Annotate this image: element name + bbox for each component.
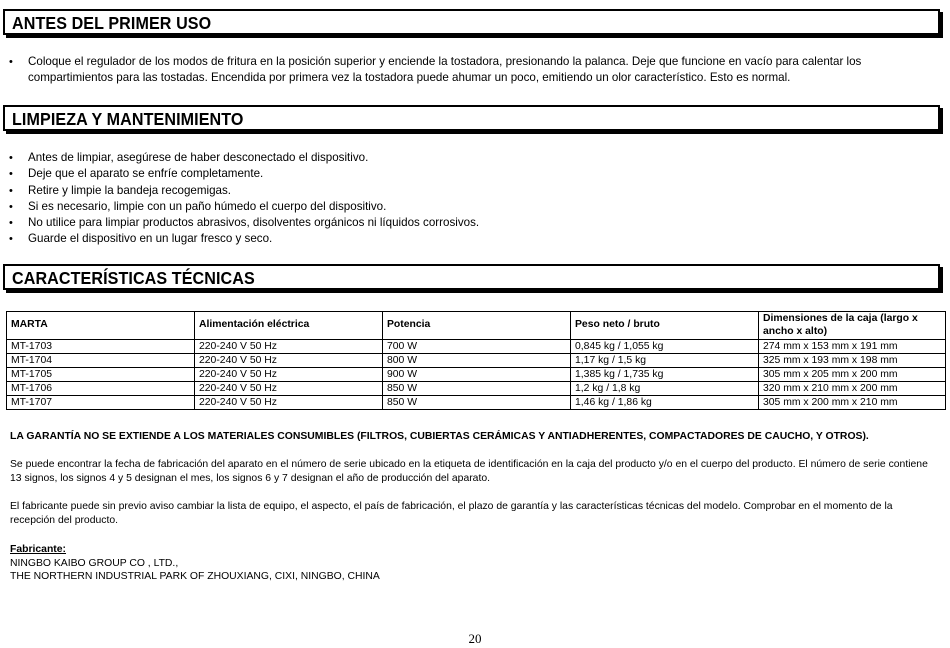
table-row <box>7 340 946 354</box>
column-header: Potencia <box>383 312 571 340</box>
table-cell: 850 W <box>383 382 571 396</box>
table-cell: 1,17 kg / 1,5 kg <box>571 354 759 368</box>
list-item: • No utilice para limpiar productos abrasivos, disolventes orgánicos ni líquidos corrosivos. <box>0 215 935 231</box>
table-row <box>7 354 946 368</box>
list-item: • Deje que el aparato se enfríe completamente. <box>0 166 935 182</box>
table-cell: MT-1707 <box>7 396 195 410</box>
list-item: • Retire y limpie la bandeja recogemigas. <box>0 183 935 199</box>
table-cell: MT-1703 <box>7 340 195 354</box>
table-row <box>7 396 946 410</box>
manufacturer-block <box>10 543 935 584</box>
table-cell: 1,385 kg / 1,735 kg <box>571 368 759 382</box>
table-cell: 1,2 kg / 1,8 kg <box>571 382 759 396</box>
table-cell: 220-240 V 50 Hz <box>195 368 383 382</box>
table-cell: 220-240 V 50 Hz <box>195 396 383 410</box>
column-header: Dimensiones de la caja (largo x ancho x alto) <box>759 312 946 340</box>
table-cell: 900 W <box>383 368 571 382</box>
table-cell: MT-1705 <box>7 368 195 382</box>
table-cell: 305 mm x 200 mm x 210 mm <box>759 396 946 410</box>
section-title: ANTES DEL PRIMER USO <box>12 13 212 33</box>
list-item: • Coloque el regulador de los modos de fritura en la posición superior y enciende la tostadora, presionando la palanca. Deje que funcione en vacío para calentar los compartimientos para las tostadas. Encendida por primera vez la tostadora puede ahumar un poco, emitiendo un olor característico. Esto es normal. <box>0 54 935 87</box>
table-cell: 305 mm x 205 mm x 200 mm <box>759 368 946 382</box>
table-cell: MT-1706 <box>7 382 195 396</box>
table-cell: 700 W <box>383 340 571 354</box>
table-row <box>7 382 946 396</box>
table-cell: 850 W <box>383 396 571 410</box>
warranty-note: LA GARANTÍA NO SE EXTIENDE A LOS MATERIALES CONSUMIBLES (FILTROS, CUBIERTAS CERÁMICAS Y ANTIADHERENTES, COMPACTADORES DE CAUCHO, Y OTROS). <box>10 431 869 442</box>
table-cell: 0,845 kg / 1,055 kg <box>571 340 759 354</box>
first-use-list <box>0 54 935 87</box>
table-header-row <box>7 312 946 340</box>
section-title: CARACTERÍSTICAS TÉCNICAS <box>12 268 255 288</box>
serial-number-note: Se puede encontrar la fecha de fabricación del aparato en el número de serie ubicado en la etiqueta de identificación en la caja del producto y/o en el cuerpo del producto. El número de serie contiene 13 signos, los signos 4 y 5 designan el mes, los signos 6 y 7 designan el año de producción del aparato. <box>10 459 928 484</box>
table-cell: 274 mm x 153 mm x 191 mm <box>759 340 946 354</box>
table-cell: 320 mm x 210 mm x 200 mm <box>759 382 946 396</box>
table-row <box>7 368 946 382</box>
section-heading-cleaning <box>3 105 940 131</box>
manufacturer-label: Fabricante: <box>10 544 67 555</box>
list-item: • Guarde el dispositivo en un lugar fresco y seco. <box>0 231 935 247</box>
manufacturer-address: THE NORTHERN INDUSTRIAL PARK OF ZHOUXIANG, CIXI, NINGBO, CHINA <box>10 571 380 582</box>
manufacturer-name: NINGBO KAIBO GROUP CO , LTD., <box>10 557 179 569</box>
column-header: Alimentación eléctrica <box>195 312 383 340</box>
section-title: LIMPIEZA Y MANTENIMIENTO <box>12 109 244 129</box>
list-item: • Si es necesario, limpie con un paño húmedo el cuerpo del dispositivo. <box>0 199 935 215</box>
table-cell: MT-1704 <box>7 354 195 368</box>
table-cell: 220-240 V 50 Hz <box>195 354 383 368</box>
table-cell: 1,46 kg / 1,86 kg <box>571 396 759 410</box>
page-number: 20 <box>468 631 482 646</box>
column-header: MARTA <box>7 312 195 340</box>
cleaning-list <box>0 150 935 248</box>
column-header: Peso neto / bruto <box>571 312 759 340</box>
table-cell: 220-240 V 50 Hz <box>195 340 383 354</box>
section-heading-specs <box>3 264 940 290</box>
table-cell: 325 mm x 193 mm x 198 mm <box>759 354 946 368</box>
table-cell: 800 W <box>383 354 571 368</box>
section-heading-first-use <box>3 9 940 35</box>
table-cell: 220-240 V 50 Hz <box>195 382 383 396</box>
changes-note: El fabricante puede sin previo aviso cambiar la lista de equipo, el aspecto, el país de fabricación, el plazo de garantía y las características técnicas del modelo. Comprobar en el momento de la recepción del producto. <box>10 501 893 526</box>
list-item: • Antes de limpiar, asegúrese de haber desconectado el dispositivo. <box>0 150 935 166</box>
specs-table <box>6 311 946 410</box>
